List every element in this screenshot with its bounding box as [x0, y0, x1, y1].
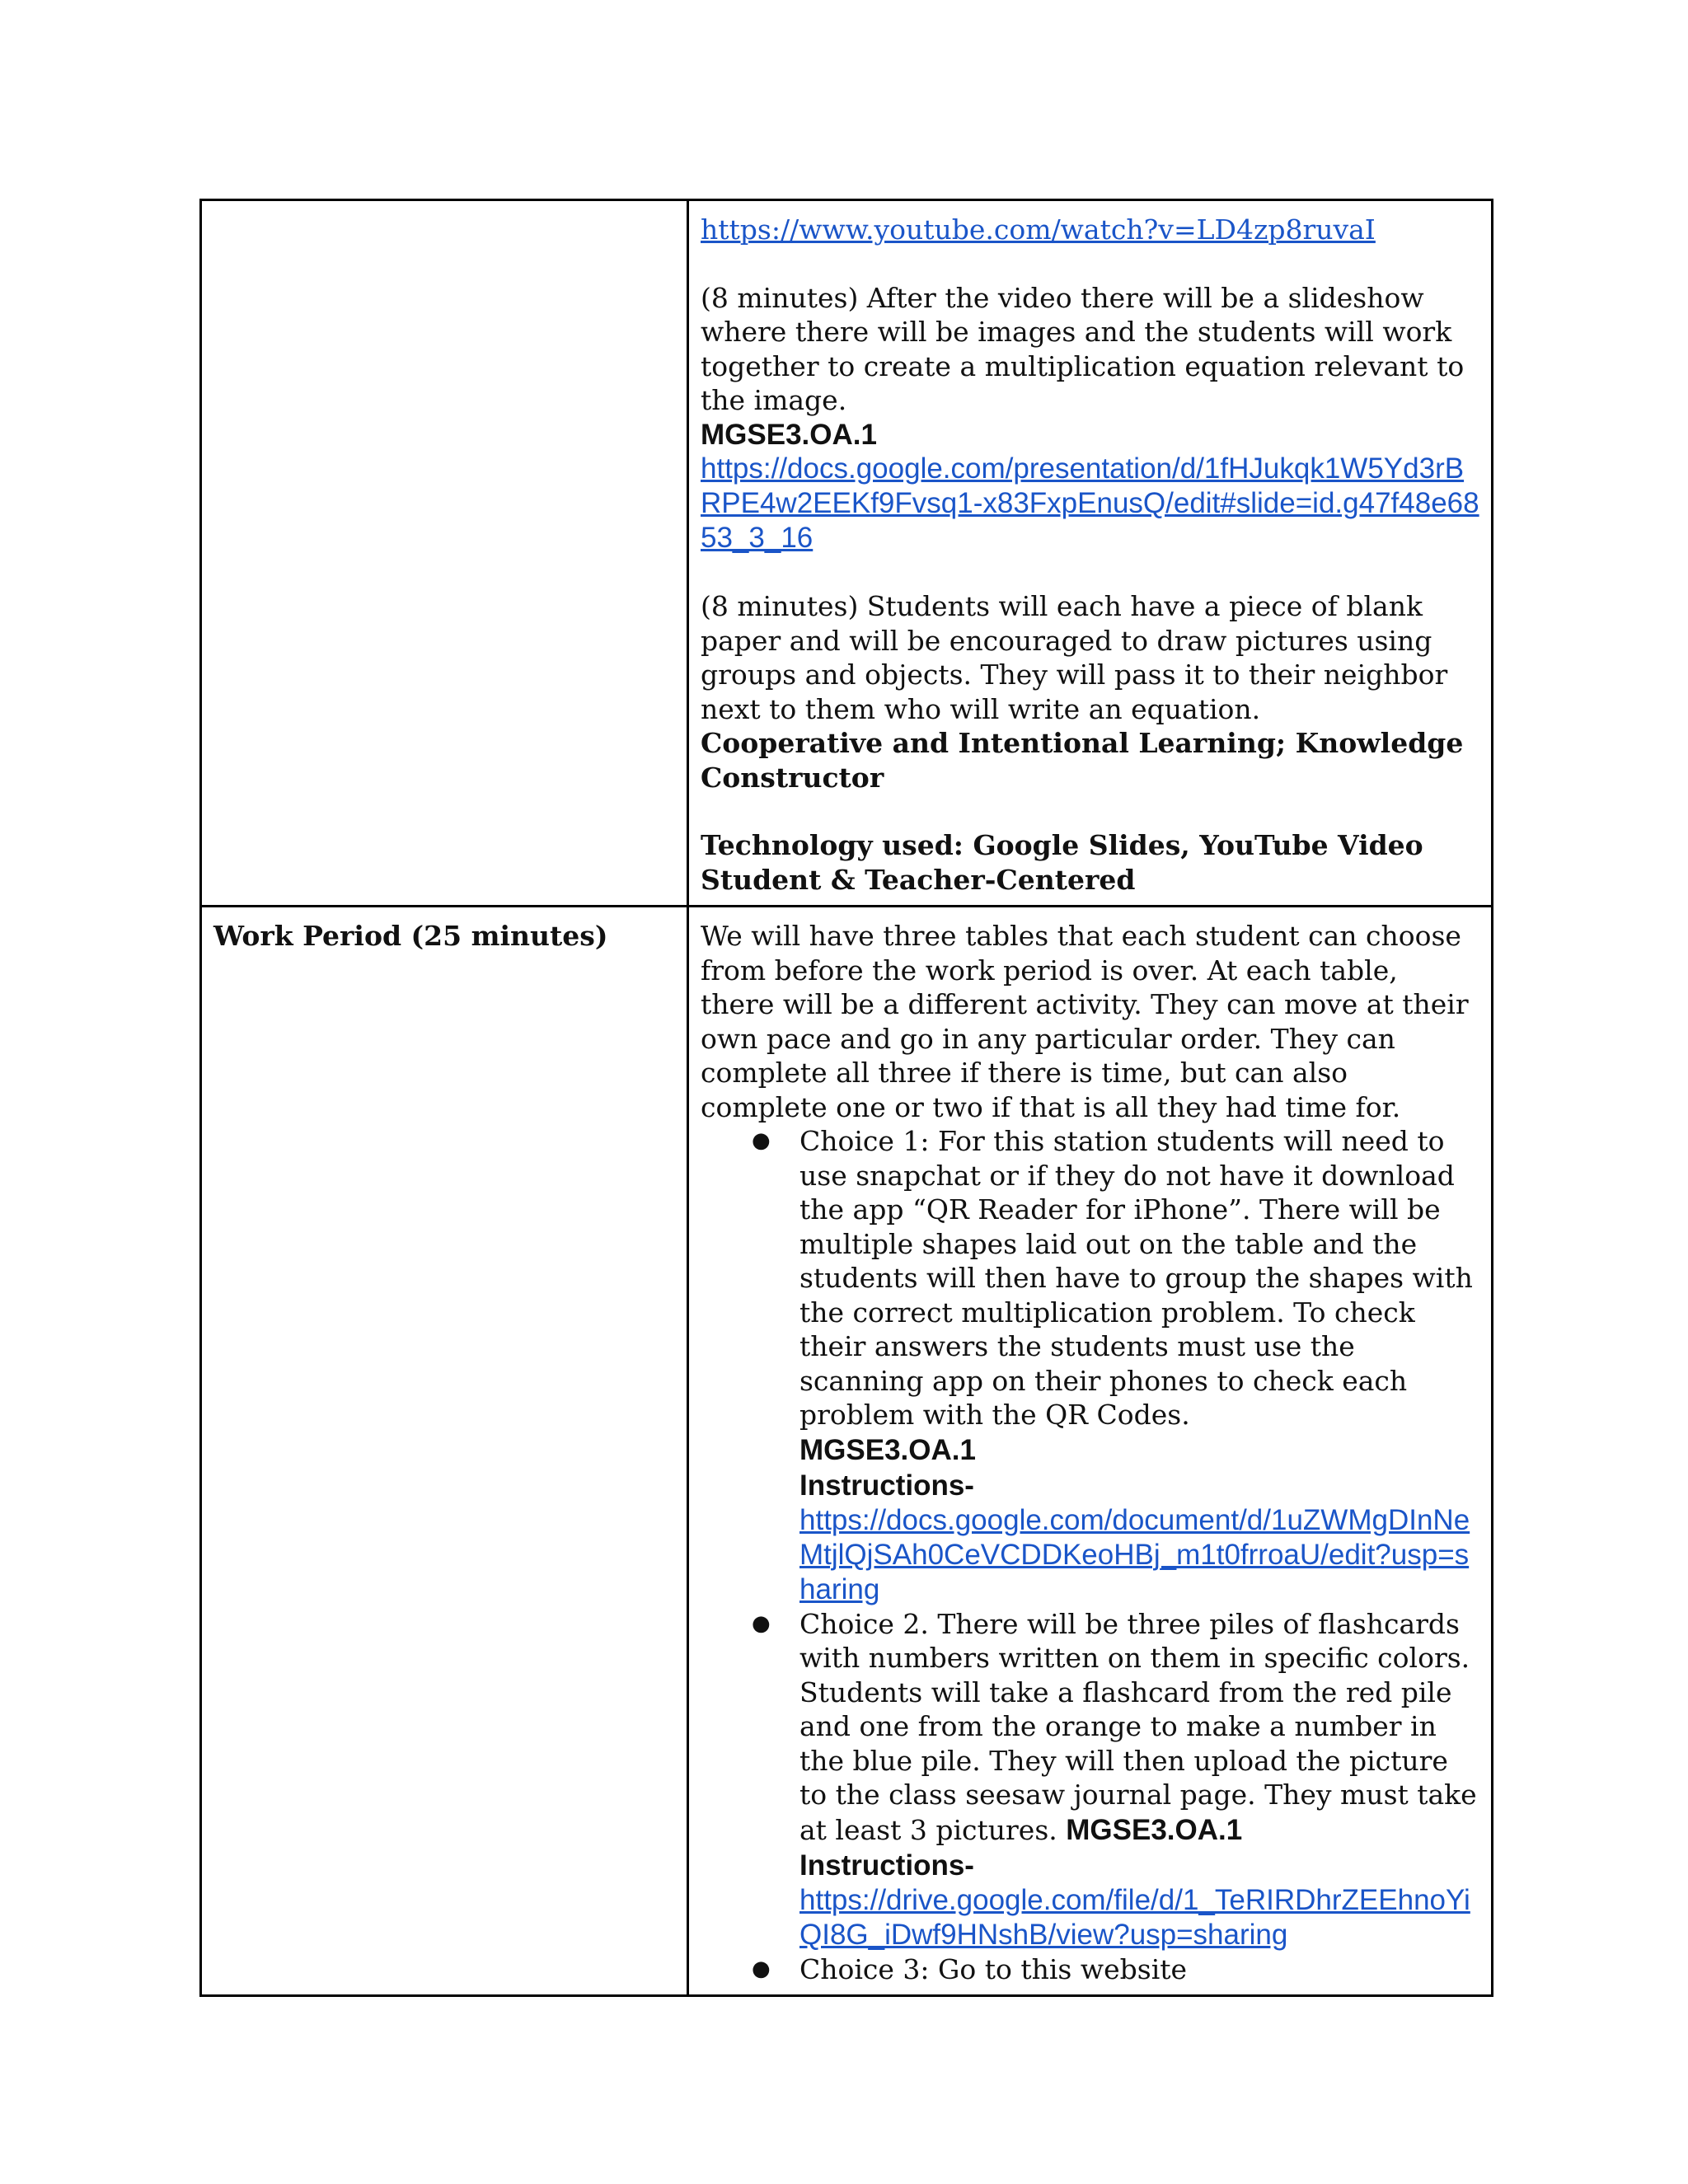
- technology-used: Technology used: Google Slides, YouTube Video: [701, 829, 1423, 861]
- list-item: [752, 1607, 1479, 1952]
- list-item: [752, 1124, 1479, 1607]
- choice-1-text: Choice 1: For this station students will need to use snapchat or if they do not have it download the app “QR Reader for iPhone”. There will be multiple shapes laid out on the table and the students will then have to group the shapes with the correct multiplication problem. To check their answers the students must use the scanning app on their phones to check each problem with the QR Codes.: [799, 1125, 1473, 1431]
- content-cell: [688, 200, 1493, 907]
- choice-1-standard: MGSE3.OA.1: [799, 1433, 976, 1466]
- youtube-video-link[interactable]: https://www.youtube.com/watch?v=LD4zp8ruvaI: [701, 213, 1376, 246]
- work-period-label: Work Period (25 minutes): [201, 907, 688, 1996]
- work-period-intro: We will have three tables that each student can choose from before the work period is over. At each table, there will be a different activity. They can move at their own pace and go in any particular order. They can complete all three if there is time, but can also complete one or two if that is all they had time for.: [701, 920, 1469, 1123]
- centered-type: Student & Teacher-Centered: [701, 863, 1136, 896]
- choice-2-instructions-label: Instructions-: [799, 1849, 974, 1882]
- choice-3-text: Choice 3: Go to this website: [799, 1952, 1188, 1985]
- list-item: [752, 1952, 1479, 1987]
- bullet-icon: ●: [752, 1610, 771, 1636]
- slideshow-description: (8 minutes) After the video there will be a slideshow where there will be images and the students will work together to create a multiplication equation relevant to the image.: [701, 281, 1465, 416]
- google-slides-link[interactable]: https://docs.google.com/presentation/d/1fHJukqk1W5Yd3rBRPE4w2EEKf9Fvsq1-x83FxpEnusQ/edit#slide=id.g47f48e6853_3_16: [701, 452, 1479, 554]
- bullet-icon: ●: [752, 1128, 771, 1153]
- content-cell: [688, 907, 1493, 1996]
- table-row: [201, 200, 1493, 907]
- choice-1-instructions-link[interactable]: https://docs.google.com/document/d/1uZWMgDInNeMtjlQjSAh0CeVCDDKeoHBj_m1t0frroaU/edit?usp=sharing: [799, 1503, 1470, 1605]
- drawing-activity-description: (8 minutes) Students will each have a piece of blank paper and will be encouraged to draw pictures using groups and objects. They will pass it to their neighbor next to them who will write an equation.: [701, 590, 1448, 725]
- learning-type: Cooperative and Intentional Learning; Knowledge Constructor: [701, 727, 1464, 794]
- bullet-icon: ●: [752, 1956, 771, 1981]
- standard-code: MGSE3.OA.1: [701, 418, 877, 451]
- empty-label-cell: [201, 200, 688, 907]
- table-row: [201, 907, 1493, 1996]
- choice-1-instructions-label: Instructions-: [799, 1469, 974, 1502]
- choice-2-instructions-link[interactable]: https://drive.google.com/file/d/1_TeRIRDhrZEEhnoYiQI8G_iDwf9HNshB/view?usp=sharing: [799, 1883, 1470, 1951]
- choice-list: [701, 1124, 1479, 1986]
- choice-2-standard: MGSE3.OA.1: [1066, 1813, 1243, 1846]
- lesson-plan-table: [199, 199, 1493, 1997]
- choice-2-text: Choice 2. There will be three piles of flashcards with numbers written on them in specific colors. Students will take a flashcard from the red pile and one from the orange to make a number in the blue pile. They will then upload the picture to the class seesaw journal page. They must take at least 3 pictures.: [799, 1607, 1477, 1846]
